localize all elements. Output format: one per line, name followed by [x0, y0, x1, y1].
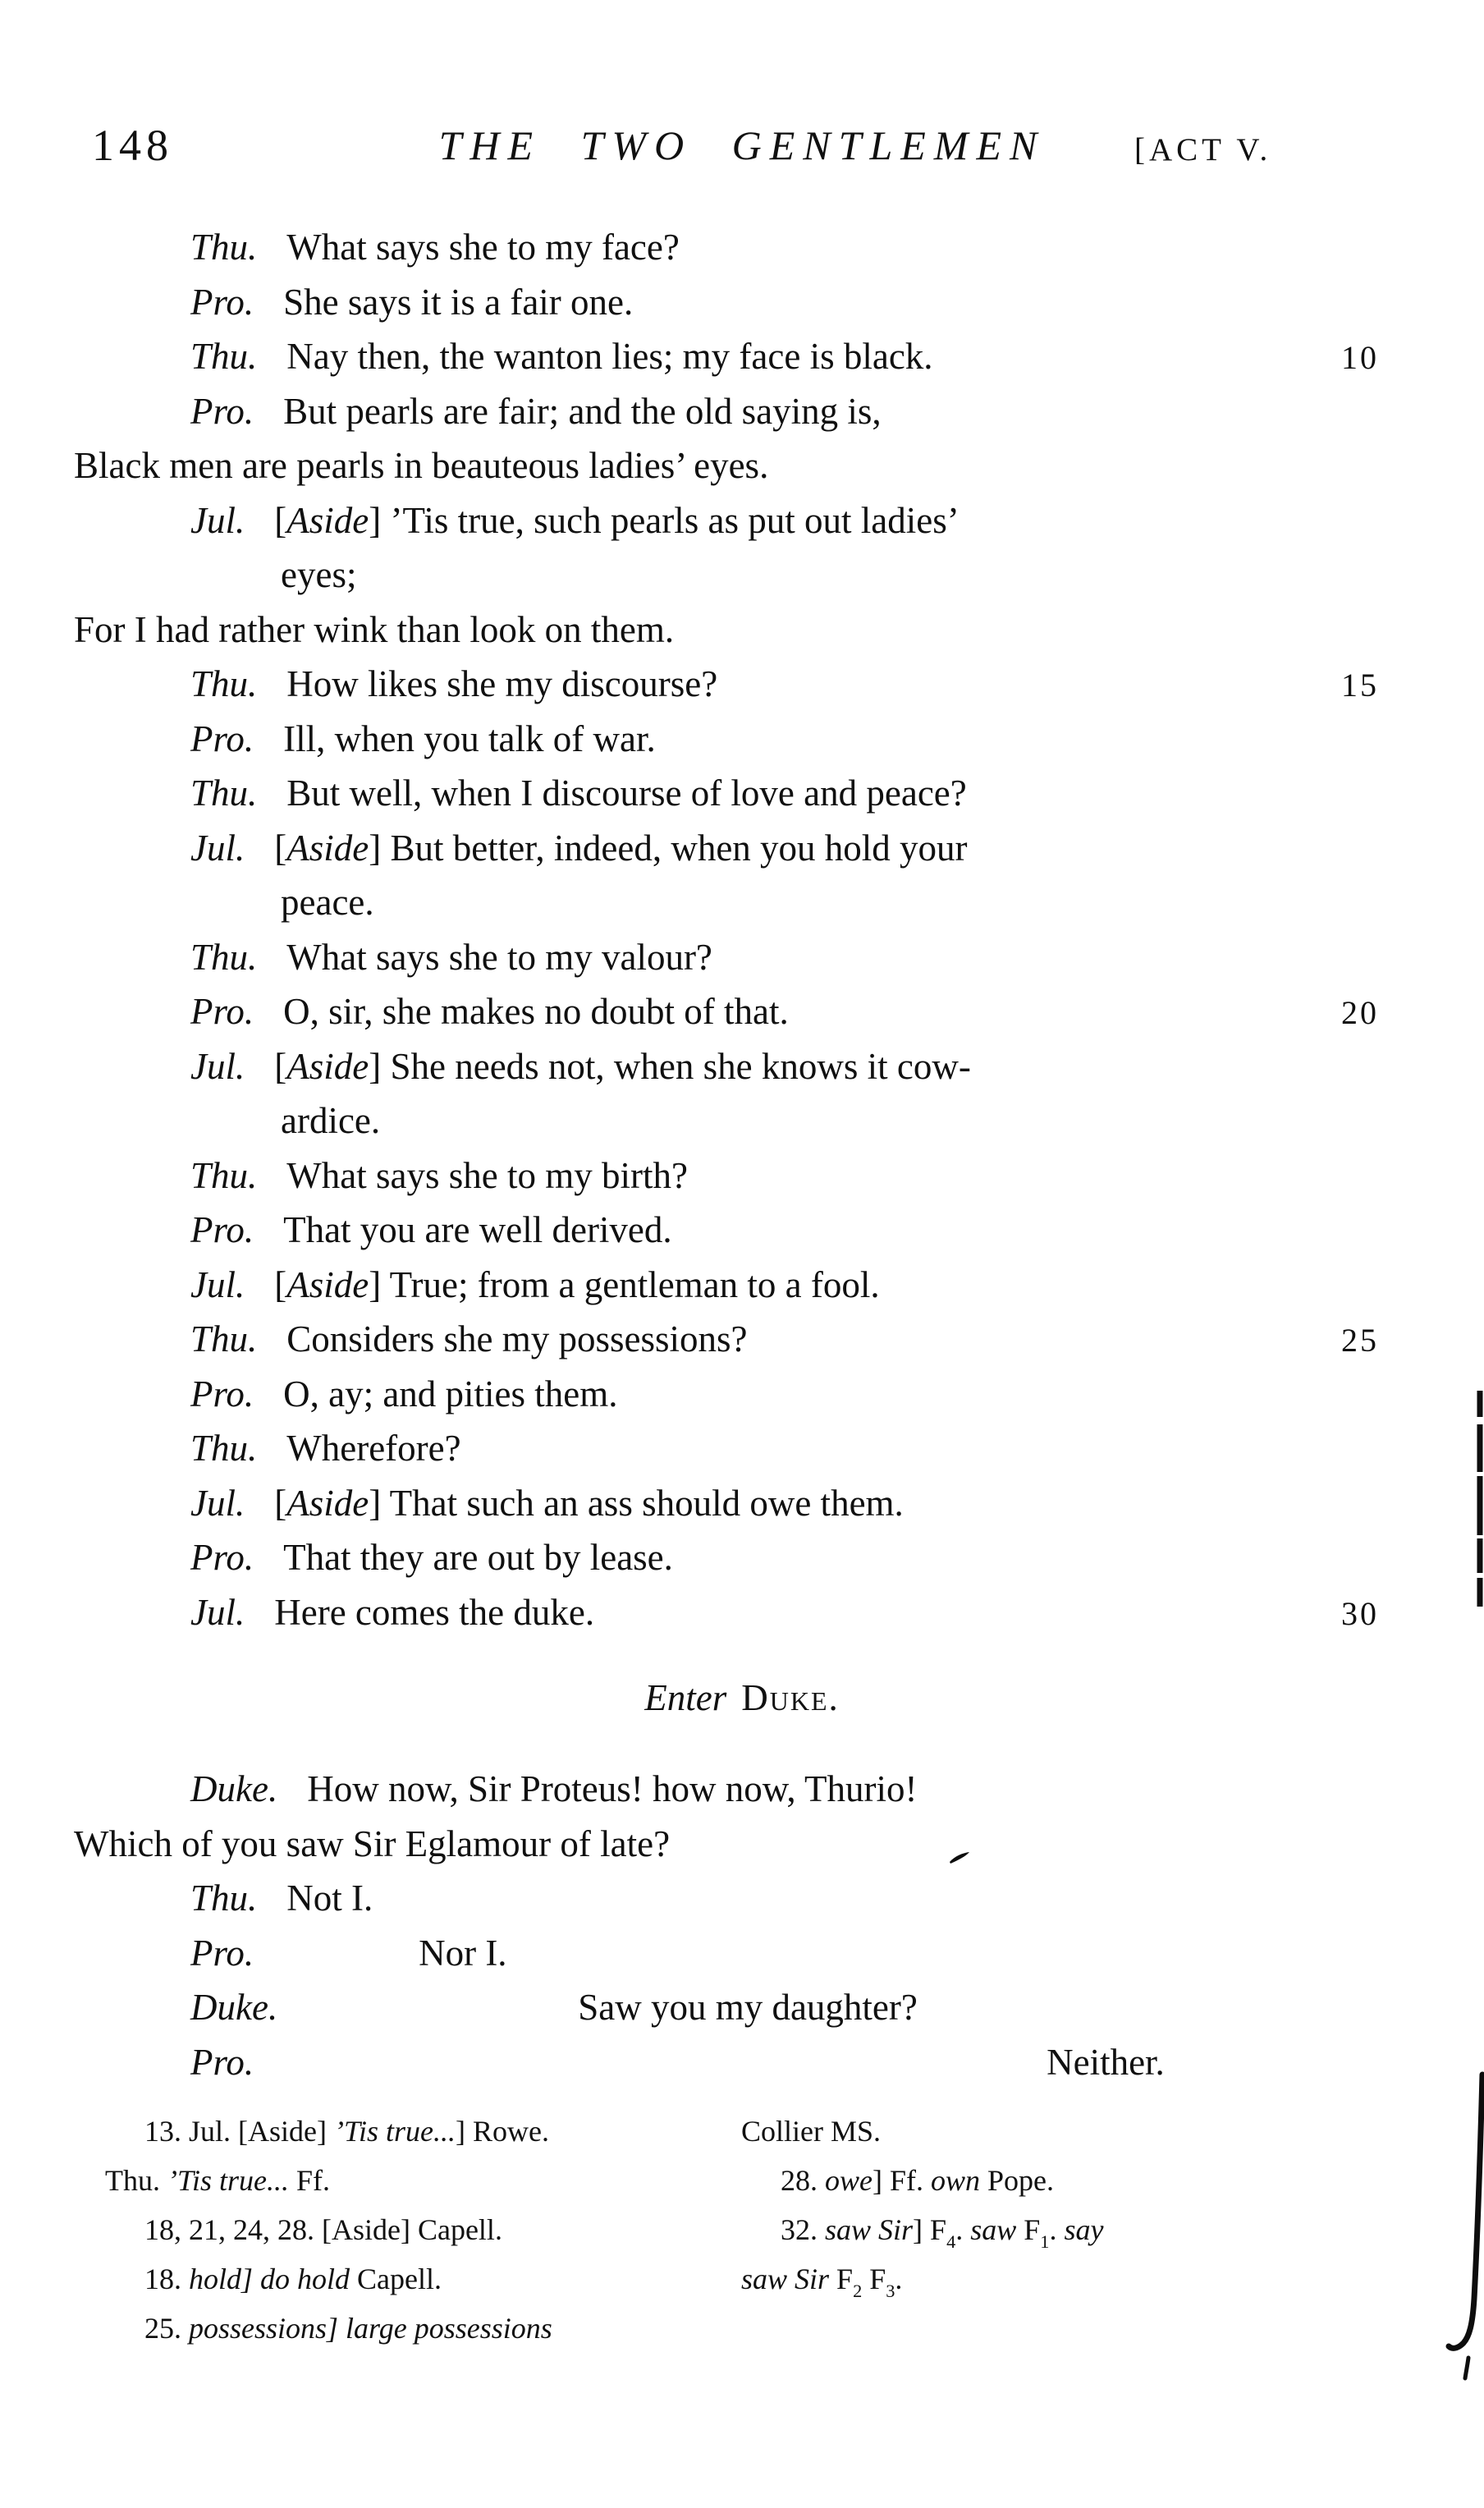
footnote-text: saw Sir — [825, 2213, 914, 2246]
dialogue-line — [74, 1258, 1354, 1313]
speaker-label: Thu. — [190, 1154, 258, 1196]
footnote-text: saw — [970, 2213, 1017, 2246]
folio-subscript: 2 — [853, 2281, 863, 2301]
dialogue-line — [74, 821, 1354, 876]
line-number: 15 — [1341, 667, 1379, 704]
stage-direction-verb: Enter — [644, 1677, 727, 1718]
dialogue-line — [74, 329, 1379, 384]
dialogue-line — [74, 1149, 1354, 1204]
dialogue-text: But well, when I discourse of love and peace? — [286, 773, 967, 814]
scan-artifact-margin-tick — [1465, 2358, 1468, 2378]
line-number: 10 — [1341, 339, 1379, 376]
dialogue-line — [74, 1871, 1354, 1926]
speaker-label: Thu. — [190, 1878, 258, 1919]
speaker-label: Thu. — [190, 227, 258, 268]
dialogue-line — [74, 1203, 1354, 1258]
dialogue-block-2 — [74, 1762, 1354, 2089]
folio-subscript: 1 — [1040, 2231, 1050, 2252]
footnote-text: ’Tis true... — [333, 2115, 456, 2148]
aside-direction: [Aside] — [274, 1263, 390, 1305]
dialogue-block-1 — [74, 220, 1379, 1639]
dialogue-line — [74, 493, 1354, 548]
speaker-label: Thu. — [190, 1428, 258, 1469]
footnote-line — [105, 2254, 729, 2304]
footnote-text: F — [1016, 2213, 1041, 2246]
footnote-text: hold] do hold — [189, 2263, 358, 2295]
dialogue-line — [74, 1312, 1379, 1367]
aside-direction: [Aside] — [274, 1045, 391, 1087]
dialogue-text: What says she to my birth? — [286, 1154, 688, 1196]
footnote-text: ] Ff. — [873, 2164, 931, 2197]
stage-direction-character: Duke. — [741, 1677, 840, 1718]
running-header-title: THE TWO GENTLEMEN — [438, 122, 1046, 168]
speaker-label: Jul. — [190, 1482, 245, 1524]
dialogue-text: [Aside] That such an ass should owe them. — [274, 1482, 904, 1524]
dialogue-text: That they are out by lease. — [283, 1537, 673, 1578]
speaker-label: Thu. — [190, 773, 258, 814]
dialogue-line — [74, 1980, 1354, 2035]
stage-direction — [0, 1676, 1484, 1719]
dialogue-line — [74, 1585, 1379, 1640]
speaker-label: Thu. — [190, 336, 258, 377]
speaker-label: Pro. — [190, 1209, 254, 1250]
line-number: 25 — [1341, 1322, 1379, 1359]
speaker-label: Jul. — [190, 499, 245, 541]
dialogue-line — [74, 1926, 1354, 1981]
dialogue-line — [74, 384, 1354, 439]
dialogue-line — [74, 657, 1379, 712]
footnotes-right-column — [741, 2107, 1332, 2304]
speaker-label: Thu. — [190, 936, 258, 978]
dialogue-text: O, ay; and pities them. — [283, 1373, 618, 1414]
speaker-label: Pro. — [190, 1373, 254, 1414]
dialogue-line — [74, 275, 1354, 330]
footnote-text: Ff. — [296, 2164, 331, 2197]
dialogue-text: peace. — [281, 882, 374, 923]
footnote-text: . — [955, 2213, 971, 2246]
dialogue-text: [Aside] She needs not, when she knows it cow- — [274, 1045, 971, 1087]
dialogue-text: [Aside] True; from a gentleman to a fool. — [274, 1263, 880, 1305]
folio-subscript: 4 — [946, 2231, 956, 2252]
footnote-text: F — [862, 2263, 886, 2295]
dialogue-line — [74, 875, 1354, 930]
speaker-label: Jul. — [190, 1263, 245, 1305]
footnote-text: own — [931, 2164, 981, 2197]
dialogue-line — [74, 220, 1354, 275]
dialogue-text: That you are well derived. — [283, 1209, 672, 1250]
footnote-line — [105, 2156, 729, 2205]
dialogue-line — [74, 1476, 1354, 1531]
dialogue-text: ardice. — [281, 1100, 381, 1141]
dialogue-text: She says it is a fair one. — [283, 281, 634, 323]
speaker-label: Duke. — [190, 1987, 278, 2028]
page-number: 148 — [92, 121, 173, 170]
dialogue-text: Neither. — [1047, 2041, 1165, 2083]
dialogue-line — [74, 1530, 1354, 1585]
speaker-label: Pro. — [190, 1537, 254, 1578]
footnote-text: Capell. — [357, 2263, 442, 2295]
dialogue-text: Nay then, the wanton lies; my face is black. — [286, 336, 933, 377]
dialogue-line — [74, 712, 1354, 767]
speaker-label: Duke. — [190, 1768, 278, 1809]
footnote-text: 13. Jul. [Aside] — [144, 2115, 334, 2148]
footnote-line — [741, 2156, 1332, 2205]
dialogue-line — [74, 603, 1354, 658]
dialogue-text: Considers she my possessions? — [286, 1318, 748, 1359]
dialogue-text: Here comes the duke. — [274, 1591, 595, 1633]
dialogue-line — [74, 2035, 1354, 2090]
speaker-label: Jul. — [190, 1591, 245, 1633]
dialogue-text: Which of you saw Sir Eglamour of late? — [74, 1823, 671, 1864]
footnote-text: possessions] large possessions — [189, 2312, 552, 2345]
footnote-text: 32. — [781, 2213, 825, 2246]
footnote-text: 18. — [144, 2263, 189, 2295]
footnote-text: say — [1064, 2213, 1104, 2246]
folio-subscript: 3 — [886, 2281, 895, 2301]
footnotes-left-column — [105, 2107, 729, 2353]
speaker-label: Thu. — [190, 1318, 258, 1359]
dialogue-text: How now, Sir Proteus! how now, Thurio! — [307, 1768, 918, 1809]
speaker-label: Pro. — [190, 1932, 254, 1974]
dialogue-text: O, sir, she makes no doubt of that. — [283, 991, 789, 1032]
footnote-text: ] F — [913, 2213, 947, 2246]
dialogue-line — [74, 766, 1354, 821]
footnote-text: F — [836, 2263, 854, 2295]
dialogue-line — [74, 548, 1354, 603]
dialogue-line — [74, 1039, 1354, 1094]
speaker-label: Pro. — [190, 718, 254, 759]
dialogue-text: Black men are pearls in beauteous ladies’ eyes. — [74, 445, 769, 486]
speaker-label: Pro. — [190, 390, 254, 432]
dialogue-text: Ill, when you talk of war. — [283, 718, 656, 759]
speaker-label: Jul. — [190, 1045, 245, 1087]
dialogue-text: [Aside] But better, indeed, when you hold your — [274, 827, 968, 869]
dialogue-line — [74, 984, 1379, 1039]
footnote-line — [105, 2205, 729, 2254]
speaker-label: Thu. — [190, 663, 258, 704]
dialogue-text: How likes she my discourse? — [286, 663, 718, 704]
dialogue-line — [74, 930, 1354, 985]
footnote-line — [105, 2107, 729, 2156]
dialogue-line — [74, 1367, 1354, 1422]
dialogue-line — [74, 438, 1354, 493]
footnote-text: 18, 21, 24, 28. [Aside] Capell. — [144, 2213, 502, 2246]
footnote-line — [741, 2107, 1332, 2156]
footnote-line — [741, 2205, 1332, 2254]
dialogue-text: [Aside] ’Tis true, such pearls as put out ladies’ — [274, 499, 960, 541]
footnote-text: . — [1049, 2213, 1065, 2246]
footnote-text: owe — [825, 2164, 873, 2197]
running-header-act: [ACT V. — [1134, 132, 1272, 167]
speaker-label: Jul. — [190, 827, 245, 869]
dialogue-line — [74, 1762, 1354, 1817]
dialogue-text: Not I. — [286, 1878, 373, 1919]
dialogue-line — [74, 1421, 1354, 1476]
speaker-label: Pro. — [190, 281, 254, 323]
dialogue-text: eyes; — [281, 554, 357, 595]
dialogue-text: Wherefore? — [286, 1428, 461, 1469]
dialogue-text: Saw you my daughter? — [578, 1987, 918, 2028]
aside-direction: [Aside] — [274, 1482, 390, 1524]
footnote-text: 25. — [144, 2312, 189, 2345]
dialogue-text: For I had rather wink than look on them. — [74, 608, 675, 650]
dialogue-line — [74, 1817, 1354, 1872]
dialogue-text: Nor I. — [419, 1932, 507, 1974]
speaker-label: Pro. — [190, 2041, 254, 2083]
footnote-text: Pope. — [980, 2164, 1055, 2197]
line-number: 20 — [1341, 994, 1379, 1031]
footnote-line — [741, 2254, 1332, 2304]
dialogue-text: What says she to my face? — [286, 227, 680, 268]
footnote-text: ’Tis true... — [167, 2164, 297, 2197]
dialogue-line — [74, 1094, 1354, 1149]
footnote-text: saw Sir — [741, 2263, 837, 2295]
footnote-text: 28. — [781, 2164, 825, 2197]
footnote-line — [105, 2304, 729, 2353]
line-number: 30 — [1341, 1594, 1379, 1632]
aside-direction: [Aside] — [274, 827, 391, 869]
speaker-label: Pro. — [190, 991, 254, 1032]
dialogue-text: But pearls are fair; and the old saying is, — [283, 390, 882, 432]
scan-artifact-margin-curve — [1449, 2075, 1482, 2348]
footnote-text: . — [895, 2263, 903, 2295]
footnote-text: Collier MS. — [741, 2115, 882, 2148]
aside-direction: [Aside] — [274, 499, 391, 541]
footnote-text: ] Rowe. — [456, 2115, 549, 2148]
dialogue-text: What says she to my valour? — [286, 936, 712, 978]
footnote-text: Thu. — [105, 2164, 167, 2197]
